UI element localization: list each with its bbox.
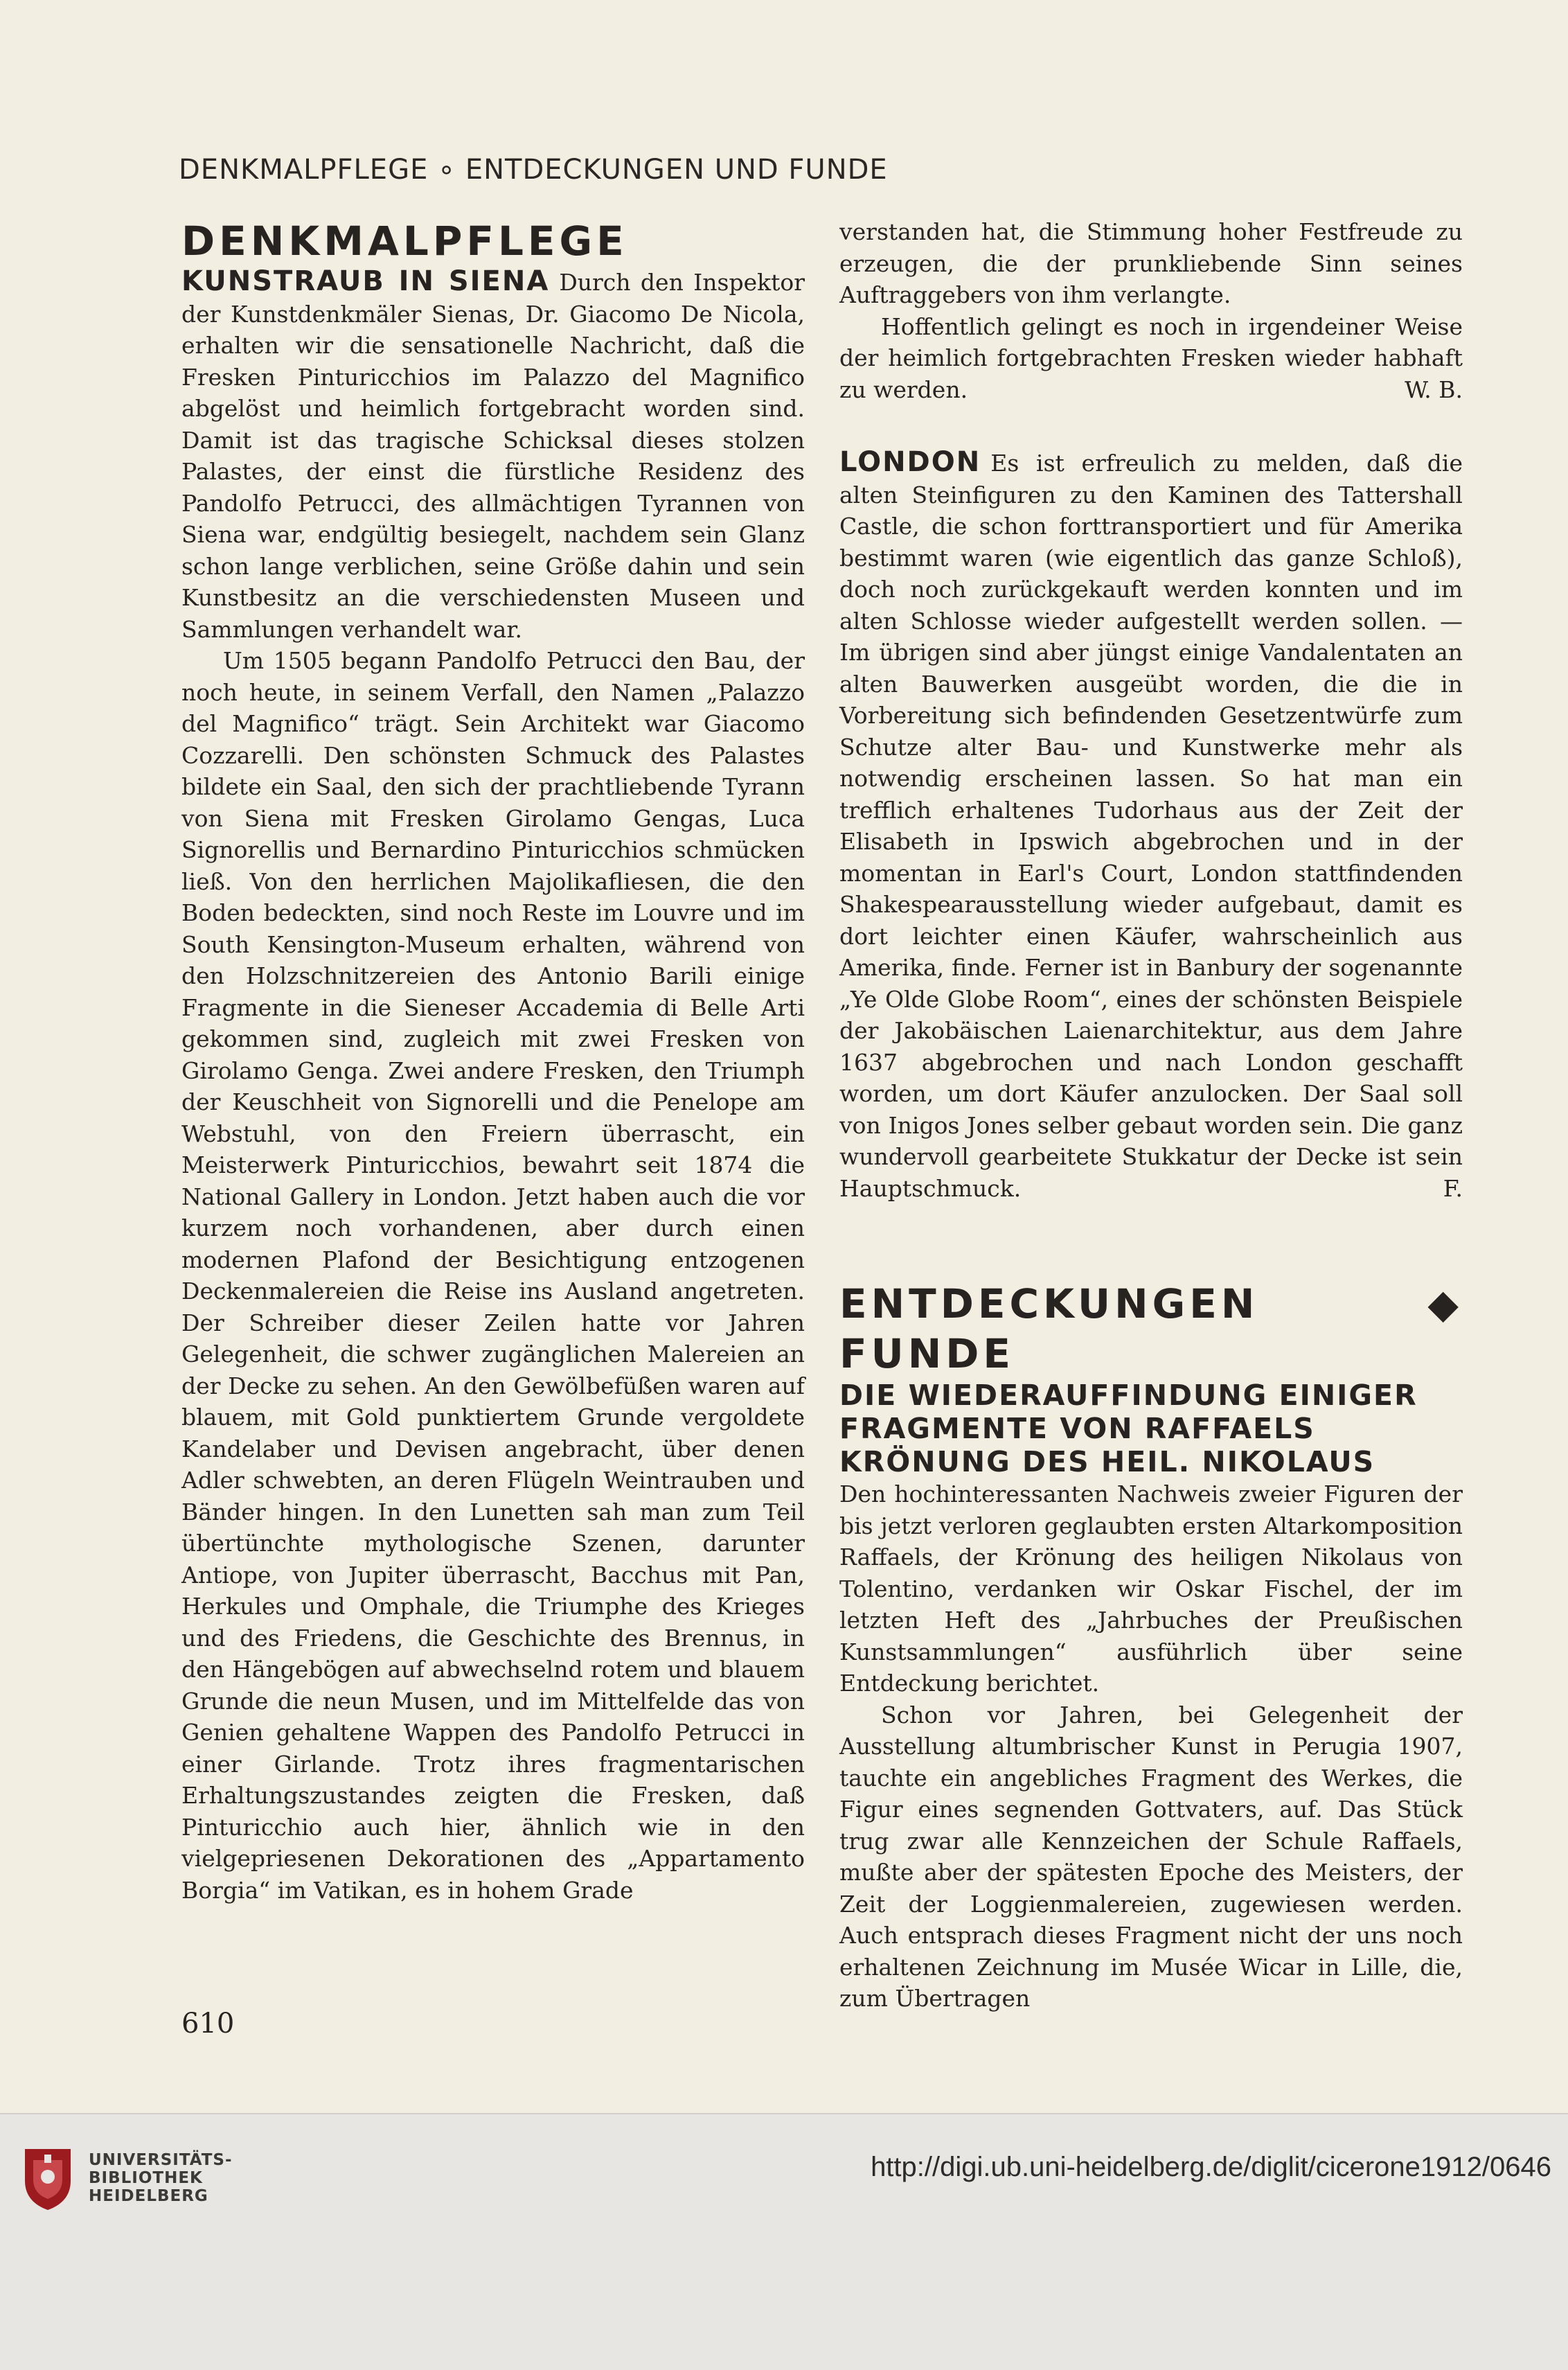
article-london <box>839 447 1463 1204</box>
section-heading-entdeckungen: ENTDECKUNGEN ◆ FUNDE <box>839 1280 1463 1377</box>
university-seal-icon <box>19 2145 76 2213</box>
left-column <box>181 216 805 1906</box>
article-text: Es ist erfreulich zu melden, daß die alten Steinfiguren zu den Kaminen des Tattershall Castle, die schon forttransportiert und für Amerika bestimmt waren (wie eigentlich das ganze Schloß), doch noch zurückgekauft werden konnten und im alten Schlosse wieder aufgestellt werden sollen. — Im übrigen sind aber jüngst einige Vandalentaten an alten Bauwerken ausgeübt worden, die die in Vorbereitung sich befindenden Gesetzentwürfe zum Schutze alter Bau- und Kunstwerke mehr als notwendig erscheinen lassen. So hat man ein trefflich erhaltenes Tudorhaus aus der Zeit der Elisabeth in Ipswich abgebrochen und in der momentan in Earl's Court, London stattfindenden Shakespearausstellung wieder aufgebaut, damit es dort leichter einen Käufer, wahrscheinlich aus Amerika, finde. Ferner ist in Banbury der sogenannte „Ye Olde Globe Room“, eines der schönsten Beispiele der Jakobäischen Laienarchitektur, aus dem Jahre 1637 abgebrochen und nach London geschafft worden, um dort Käufer anzulocken. Der Saal soll von Inigos Jones selber gebaut worden sein. Die ganz wundervoll gearbeitete Stukkatur der Decke ist sein Hauptschmuck. <box>839 450 1463 1202</box>
article-text: Hoffentlich gelingt es noch in irgendeiner Weise der heimlich fortgebrachten Fresken wieder habhaft zu werden. <box>839 312 1463 403</box>
article-title-raffael: DIE WIEDERAUFFINDUNG EINIGER FRAGMENTE VON RAFFAELS KRÖNUNG DES HEIL. NIKOLAUS <box>839 1379 1418 1478</box>
library-name-line: UNIVERSITÄTS- <box>89 2151 233 2169</box>
spacer <box>839 405 1463 447</box>
section-heading-denkmalpflege: DENKMALPFLEGE <box>181 218 628 265</box>
library-name-line: BIBLIOTHEK <box>89 2169 203 2187</box>
author-signature: F. <box>1443 1174 1463 1202</box>
source-url-link[interactable]: http://digi.ub.uni-heidelberg.de/diglit/cicerone1912/0646 <box>871 2152 1551 2182</box>
article-text: Durch den Inspektor der Kunstdenkmäler Sienas, Dr. Giacomo De Nicola, erhalten wir die sensationelle Nachricht, daß die Fresken Pinturicchios im Palazzo del Magnifico abgelöst und heimlich fortgebracht worden sind. Damit ist das tragische Schicksal dieses stolzen Palastes, der einst die fürstliche Residenz des Pandolfo Petrucci, des allmächtigen Tyrannen von Siena war, endgültig besiegelt, nachdem sein Glanz schon lange verblichen, seine Größe dahin und sein Kunstbesitz an die verschiedensten Museen und Sammlungen verhandelt war. <box>181 269 805 643</box>
article-raffael-paragraph-2: Schon vor Jahren, bei Gelegenheit der Ausstellung altumbrischer Kunst in Perugia 1907, tauchte ein angebliches Fragment des Werkes, die Figur eines segnenden Gottvaters, auf. Das Stück trug zwar alle Kennzeichen der Schule Raffaels, mußte aber der spätesten Epoche des Meisters, der Zeit der Loggienmalereien, zugewiesen werden. Auch entsprach dieses Fragment nicht der uns noch erhaltenen Zeichnung im Musée Wicar in Lille, die, zum Übertragen <box>839 1701 1463 2012</box>
article-title-london: LONDON <box>839 446 981 478</box>
article-kunstraub-paragraph-1 <box>181 266 805 645</box>
right-column <box>839 216 1463 2015</box>
article-kunstraub-paragraph-2: Um 1505 begann Pandolfo Petrucci den Bau, der noch heute, in seinem Verfall, den Namen „Palazzo del Magnifico“ trägt. Sein Architekt war Giacomo Cozzarelli. Den schönsten Schmuck des Palastes bildete ein Saal, den sich der prachtliebende Tyrann von Siena mit Fresken Girolamo Gengas, Luca Signorellis und Bernardino Pinturicchios schmücken ließ. Von den herrlichen Majolikafliesen, die den Boden bedeckten, sind noch Reste im Louvre und im South Kensington-Museum erhalten, während von den Holzschnitzereien des Antonio Barili einige Fragmente in die Sieneser Accademia di Belle Arti gekommen sind, zugleich mit zwei Fresken von Girolamo Genga. Zwei andere Fresken, den Triumph der Keuschheit von Signorelli und die Penelope am Webstuhl, von den Freiern überrascht, ein Meisterwerk Pinturicchios, bewahrt seit 1874 die National Gallery in London. Jetzt haben auch die vor kurzem noch vorhandenen, aber durch einen modernen Plafond der Besichtigung entzogenen Deckenmalereien die Reise ins Ausland angetreten. Der Schreiber dieser Zeilen hatte vor Jahren Gelegenheit, die schwer zugänglichen Malereien an der Decke zu sehen. An den Gewölbefüßen waren auf blauem, mit Gold punktiertem Grunde vergoldete Kandelaber und Devisen angebracht, über denen Adler schwebten, an deren Flügeln Weintrauben und Bänder hingen. In den Lunetten sah man zum Teil übertünchte mythologische Szenen, darunter Antiope, von Jupiter überrascht, Bacchus mit Pan, Herkules und Omphale, die Triumphe des Krieges und des Friedens, die Geschichte des Brennus, in den Hängebögen auf abwechselnd rotem und blauem Grunde die neun Musen, und im Mittelfelde das von Genien gehaltene Wappen des Pandolfo Petrucci in einer Girlande. Trotz ihres fragmentarischen Erhaltungszustandes zeigten die Fresken, daß Pinturicchio auch hier, ähnlich wie in den vielgepriesenen Dekorationen des „Appartamento Borgia“ im Vatikan, es in hohem Grade <box>181 647 805 1904</box>
library-name <box>89 2151 233 2205</box>
article-kunstraub-continuation: verstanden hat, die Stimmung hoher Festfreude zu erzeugen, die der prunkliebende Sinn seines Auftraggebers von ihm verlangte. <box>839 218 1463 308</box>
spacer <box>839 1204 1463 1279</box>
library-name-line: HEIDELBERG <box>89 2187 208 2205</box>
author-signature: W. B. <box>1405 375 1463 403</box>
running-head: DENKMALPFLEGE ∘ ENTDECKUNGEN UND FUNDE <box>179 154 888 186</box>
article-raffael-paragraph-1: Den hochinteressanten Nachweis zweier Figuren der bis jetzt verloren geglaubten ersten Altarkomposition Raffaels, der Krönung des heiligen Nikolaus von Tolentino, verdanken wir Oskar Fischel, der im letzten Heft des „Jahrbuches der Preußischen Kunstsammlungen“ ausführlich über seine Entdeckung berichtet. <box>839 1480 1463 1697</box>
article-title-kunstraub: KUNSTRAUB IN SIENA <box>181 265 550 297</box>
article-kunstraub-paragraph-3 <box>839 311 1463 406</box>
page-number: 610 <box>181 2008 235 2040</box>
